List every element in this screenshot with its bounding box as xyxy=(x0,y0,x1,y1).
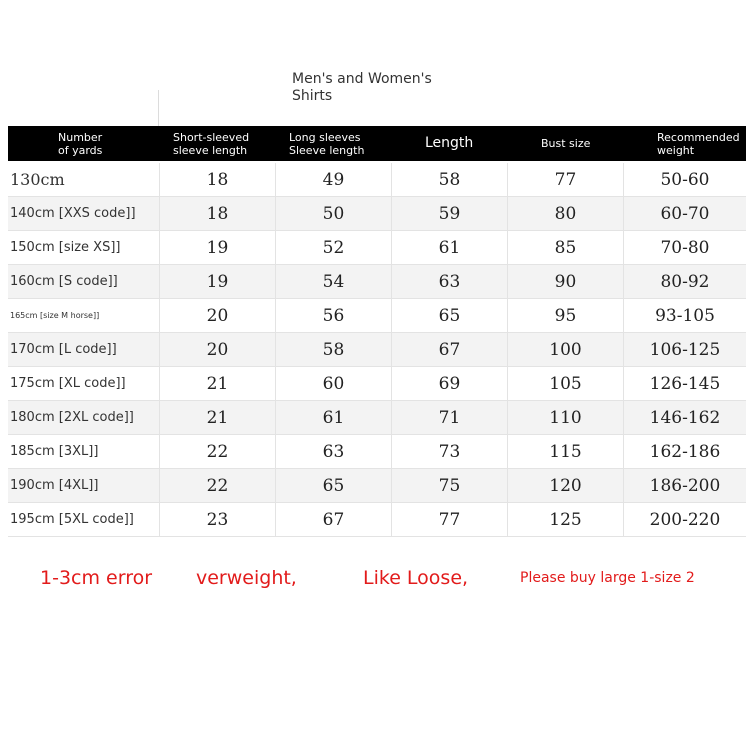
header-bust-size xyxy=(541,126,621,161)
table-row xyxy=(8,401,746,435)
long-sleeve-cell: 52 xyxy=(276,231,392,264)
long-sleeve-cell: 60 xyxy=(276,367,392,400)
length-cell: 71 xyxy=(392,401,508,434)
header-text: Long sleeves xyxy=(289,130,361,144)
note-error: 1-3cm error xyxy=(40,567,153,589)
size-cell: 175cm [XL code]] xyxy=(8,367,160,400)
short-sleeve-cell: 20 xyxy=(160,299,276,332)
short-sleeve-cell: 21 xyxy=(160,367,276,400)
size-cell: 150cm [size XS]] xyxy=(8,231,160,264)
length-cell: 63 xyxy=(392,265,508,298)
size-cell: 195cm [5XL code]] xyxy=(8,503,160,536)
note-loose: Like Loose, xyxy=(363,567,469,589)
weight-cell: 200-220 xyxy=(649,509,721,530)
short-sleeve-cell: 19 xyxy=(160,231,276,264)
size-cell: 160cm [S code]] xyxy=(8,265,160,298)
table-row xyxy=(8,367,746,401)
table-row xyxy=(8,163,746,197)
chart-title-line-1: Men's and Women's xyxy=(292,71,432,87)
bust-cell: 110 xyxy=(508,401,624,434)
long-sleeve-cell: 67 xyxy=(276,503,392,536)
long-sleeve-cell: 54 xyxy=(276,265,392,298)
bust-cell: 85 xyxy=(508,231,624,264)
long-sleeve-cell: 50 xyxy=(276,197,392,230)
weight-cell: 126-145 xyxy=(649,373,721,394)
bust-cell: 100 xyxy=(508,333,624,366)
bust-cell: 125 xyxy=(508,503,624,536)
short-sleeve-cell: 20 xyxy=(160,333,276,366)
size-cell: 185cm [3XL]] xyxy=(8,435,160,468)
chart-title xyxy=(292,71,432,105)
divider-line xyxy=(158,90,159,126)
short-sleeve-cell: 22 xyxy=(160,435,276,468)
header-text: Length xyxy=(425,135,474,151)
length-cell: 67 xyxy=(392,333,508,366)
table-row xyxy=(8,503,746,537)
note-buy-larger: Please buy large 1-size 2 xyxy=(520,570,695,586)
weight-cell: 186-200 xyxy=(649,475,721,496)
size-cell: 130cm xyxy=(8,163,160,196)
size-cell: 170cm [L code]] xyxy=(8,333,160,366)
length-cell: 75 xyxy=(392,469,508,502)
header-number-of-yards xyxy=(58,126,158,161)
chart-title-line-2: Shirts xyxy=(292,88,333,104)
table-row xyxy=(8,469,746,503)
long-sleeve-cell: 63 xyxy=(276,435,392,468)
table-row xyxy=(8,197,746,231)
size-cell: 180cm [2XL code]] xyxy=(8,401,160,434)
bust-cell: 105 xyxy=(508,367,624,400)
bust-cell: 120 xyxy=(508,469,624,502)
header-text: weight xyxy=(657,143,695,157)
table-row xyxy=(8,299,746,333)
header-recommended-weight xyxy=(657,126,747,161)
long-sleeve-cell: 49 xyxy=(276,163,392,196)
table-row xyxy=(8,333,746,367)
header-text: Number xyxy=(58,130,103,144)
bust-cell: 95 xyxy=(508,299,624,332)
weight-cell: 146-162 xyxy=(649,407,721,428)
header-short-sleeve xyxy=(173,126,283,161)
note-overweight: verweight, xyxy=(196,567,297,589)
short-sleeve-cell: 22 xyxy=(160,469,276,502)
weight-cell: 50-60 xyxy=(660,169,710,190)
weight-cell: 80-92 xyxy=(660,271,710,292)
long-sleeve-cell: 65 xyxy=(276,469,392,502)
long-sleeve-cell: 58 xyxy=(276,333,392,366)
header-text: sleeve length xyxy=(173,143,248,157)
weight-cell: 70-80 xyxy=(660,237,710,258)
short-sleeve-cell: 21 xyxy=(160,401,276,434)
length-cell: 59 xyxy=(392,197,508,230)
table-row xyxy=(8,265,746,299)
length-cell: 77 xyxy=(392,503,508,536)
length-cell: 69 xyxy=(392,367,508,400)
size-cell: 140cm [XXS code]] xyxy=(8,197,160,230)
short-sleeve-cell: 18 xyxy=(160,197,276,230)
short-sleeve-cell: 19 xyxy=(160,265,276,298)
long-sleeve-cell: 61 xyxy=(276,401,392,434)
header-text: Recommended xyxy=(657,130,740,144)
bust-cell: 90 xyxy=(508,265,624,298)
long-sleeve-cell: 56 xyxy=(276,299,392,332)
header-text: of yards xyxy=(58,143,103,157)
weight-cell: 106-125 xyxy=(649,339,721,360)
header-length xyxy=(425,126,505,161)
header-text: Bust size xyxy=(541,137,591,150)
bust-cell: 115 xyxy=(508,435,624,468)
short-sleeve-cell: 23 xyxy=(160,503,276,536)
length-cell: 61 xyxy=(392,231,508,264)
short-sleeve-cell: 18 xyxy=(160,163,276,196)
size-table xyxy=(8,163,746,537)
bust-cell: 77 xyxy=(508,163,624,196)
weight-cell: 93-105 xyxy=(655,305,715,326)
header-long-sleeve xyxy=(289,126,399,161)
bust-cell: 80 xyxy=(508,197,624,230)
length-cell: 73 xyxy=(392,435,508,468)
size-cell: 165cm [size M horse]] xyxy=(8,299,160,332)
table-row xyxy=(8,435,746,469)
header-text: Sleeve length xyxy=(289,143,365,157)
size-cell: 190cm [4XL]] xyxy=(8,469,160,502)
table-header xyxy=(8,126,746,161)
length-cell: 58 xyxy=(392,163,508,196)
length-cell: 65 xyxy=(392,299,508,332)
weight-cell: 162-186 xyxy=(649,441,721,462)
table-row xyxy=(8,231,746,265)
weight-cell: 60-70 xyxy=(660,203,710,224)
header-text: Short-sleeved xyxy=(173,130,250,144)
